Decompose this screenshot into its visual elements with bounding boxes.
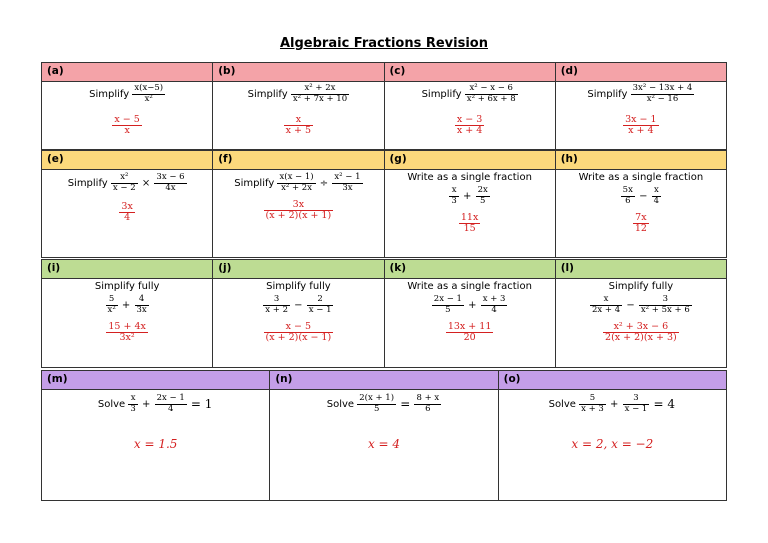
answer-i: $\frac{15 + 4x}{\text{3x²}}$ bbox=[108, 320, 146, 344]
answer-c: $\frac{x - 3}{x + 4}$ bbox=[456, 113, 483, 137]
label-d: (d) bbox=[555, 63, 726, 82]
row-4-table bbox=[41, 370, 727, 501]
label-l: (l) bbox=[555, 260, 726, 279]
label-f: (f) bbox=[213, 151, 384, 170]
question-e: Simplify $\frac{\text{x²}}{x - 2}$ × $\frac{3x - 6}{4x}$ $\frac{3x}{4}$ bbox=[42, 170, 213, 258]
label-a: (a) bbox=[42, 63, 213, 82]
answer-g: $\frac{11x}{15}$ bbox=[460, 211, 479, 235]
question-o: Solve $\frac{5}{x + 3}$ + $\frac{3}{x - 1}$ = 4 x = 2, x = −2 bbox=[498, 390, 726, 501]
row-2-table bbox=[41, 150, 727, 258]
label-n: (n) bbox=[270, 371, 498, 390]
label-c: (c) bbox=[384, 63, 555, 82]
question-b: Simplify $\frac{\text{x² + 2x}}{\text{x² + 7x + 10}}$ $\frac{x}{x + 5}$ bbox=[213, 82, 384, 150]
label-k: (k) bbox=[384, 260, 555, 279]
question-m: Solve $\frac{x}{3}$ + $\frac{2x - 1}{4}$ = 1 x = 1.5 bbox=[42, 390, 270, 501]
question-h: Write as a single fraction $\frac{5x}{6}$ − $\frac{x}{4}$ $\frac{7x}{12}$ bbox=[555, 170, 726, 258]
question-f: Simplify $\frac{x(x - 1)}{\text{x² + 2x}}$ ÷ $\frac{\text{x² − 1}}{3x}$ $\frac{3x}{(x + 2)(x + 1)}$ bbox=[213, 170, 384, 258]
row-3-table bbox=[41, 259, 727, 368]
label-j: (j) bbox=[213, 260, 384, 279]
row-1-table bbox=[41, 62, 727, 150]
answer-b: $\frac{x}{x + 5}$ bbox=[285, 113, 312, 137]
answer-f: $\frac{3x}{(x + 2)(x + 1)}$ bbox=[265, 198, 332, 222]
answer-e: $\frac{3x}{4}$ bbox=[121, 200, 133, 224]
label-m: (m) bbox=[42, 371, 270, 390]
label-b: (b) bbox=[213, 63, 384, 82]
answer-j: $\frac{x - 5}{(x + 2)(x - 1)}$ bbox=[265, 320, 332, 344]
answer-d: $\frac{3x - 1}{x + 4}$ bbox=[625, 113, 657, 137]
label-e: (e) bbox=[42, 151, 213, 170]
label-i: (i) bbox=[42, 260, 213, 279]
worksheet-title: Algebraic Fractions Revision bbox=[279, 36, 488, 51]
answer-m: x = 1.5 bbox=[133, 436, 178, 451]
question-l: Simplify fully $\frac{x}{2x + 4}$ − $\frac{3}{\text{x² + 5x + 6}}$ $\frac{\text{x² + 3x − 6}}{2(x + 2)(x + 3)}$ bbox=[555, 279, 726, 368]
question-n: Solve $\frac{2(x + 1)}{5}$ = $\frac{8 + x}{6}$ x = 4 bbox=[270, 390, 498, 501]
answer-h: $\frac{7x}{12}$ bbox=[634, 211, 647, 235]
answer-a: $\frac{x - 5}{x}$ bbox=[114, 113, 140, 137]
label-h: (h) bbox=[555, 151, 726, 170]
question-i: Simplify fully $\frac{5}{\text{x²}}$ + $\frac{4}{3x}$ $\frac{15 + 4x}{\text{3x²}}$ bbox=[42, 279, 213, 368]
question-g: Write as a single fraction $\frac{x}{3}$ + $\frac{2x}{5}$ $\frac{11x}{15}$ bbox=[384, 170, 555, 258]
question-d: Simplify $\frac{\text{3x² − 13x + 4}}{\text{x² − 16}}$ $\frac{3x - 1}{x + 4}$ bbox=[555, 82, 726, 150]
answer-l: $\frac{\text{x² + 3x − 6}}{2(x + 2)(x + 3)}$ bbox=[605, 320, 677, 344]
label-g: (g) bbox=[384, 151, 555, 170]
answer-k: $\frac{13x + 11}{20}$ bbox=[447, 320, 492, 344]
question-c: Simplify $\frac{\text{x² − x − 6}}{\text{x² + 6x + 8}}$ $\frac{x - 3}{x + 4}$ bbox=[384, 82, 555, 150]
answer-n: x = 4 bbox=[367, 436, 401, 451]
question-a: Simplify $\frac{x(x-5)}{\text{x²}}$ $\frac{x - 5}{x}$ bbox=[42, 82, 213, 150]
question-j: Simplify fully $\frac{3}{x + 2}$ − $\frac{2}{x - 1}$ $\frac{x - 5}{(x + 2)(x - 1)}$ bbox=[213, 279, 384, 368]
answer-o: x = 2, x = −2 bbox=[571, 436, 654, 451]
question-k: Write as a single fraction $\frac{2x - 1}{5}$ + $\frac{x + 3}{4}$ $\frac{13x + 11}{20}$ bbox=[384, 279, 555, 368]
label-o: (o) bbox=[498, 371, 726, 390]
